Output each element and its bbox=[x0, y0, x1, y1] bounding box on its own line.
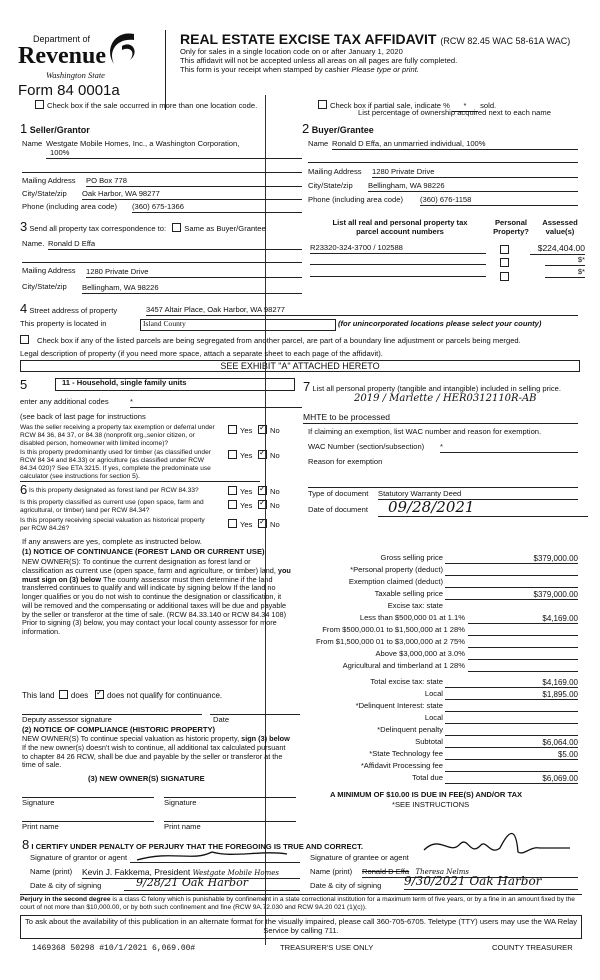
state-label: Washington State bbox=[46, 70, 105, 80]
section-number: 1 bbox=[20, 121, 28, 136]
doc-type-field[interactable]: Statutory Warranty Deed bbox=[378, 490, 578, 500]
yes-checkbox[interactable] bbox=[228, 500, 252, 511]
doc-date-field[interactable]: 09/28/2021 bbox=[378, 499, 588, 517]
tax-row-value[interactable] bbox=[468, 626, 578, 636]
legal-label: Legal description of property (if you need more space, attach a separate sheet to each page of the affidavit). bbox=[20, 349, 383, 358]
checkbox[interactable] bbox=[500, 272, 509, 281]
assessed-value[interactable]: $* bbox=[545, 256, 585, 266]
grantee-signature-scribble bbox=[420, 826, 580, 860]
grantee-date-label: Date & city of signing bbox=[310, 881, 382, 890]
tax-row-value[interactable]: $4,169.00 bbox=[445, 678, 578, 688]
mhte-note[interactable]: MHTE to be processed bbox=[303, 413, 578, 424]
seller-heading bbox=[20, 122, 90, 137]
h: Property? bbox=[493, 226, 529, 236]
tax-row-label: *Delinquent Interest: state bbox=[355, 701, 443, 710]
county-treasurer-label: COUNTY TREASURER bbox=[492, 943, 573, 952]
notice-1-text bbox=[22, 558, 292, 637]
minimum-note: A MINIMUM OF $10.00 IS DUE IN FEE(S) AND/OR TAX bbox=[330, 790, 523, 799]
buyer-city-field[interactable]: Bellingham, WA 98226 bbox=[368, 182, 578, 192]
checkbox[interactable] bbox=[228, 519, 237, 528]
tax-row-label: *Affidavit Processing fee bbox=[360, 761, 443, 770]
buyer-addr-label: Mailing Address bbox=[308, 167, 362, 176]
no-checkbox[interactable] bbox=[258, 500, 280, 511]
grantor-company-hand: Westgate Mobile Homes bbox=[192, 869, 279, 877]
additional-codes-field[interactable]: * bbox=[130, 398, 302, 408]
buyer-heading bbox=[302, 122, 374, 137]
checkbox[interactable] bbox=[228, 450, 237, 459]
checkbox[interactable] bbox=[228, 486, 237, 495]
checkbox[interactable] bbox=[318, 100, 327, 109]
buyer-title: Buyer/Grantee bbox=[311, 125, 374, 135]
yes-label: Yes bbox=[240, 487, 253, 496]
deputy-date-label: Date bbox=[213, 715, 230, 724]
checkbox[interactable] bbox=[258, 486, 267, 495]
located-label: This property is located in bbox=[20, 319, 107, 328]
additional-codes-label: enter any additional codes bbox=[20, 397, 109, 406]
no-label: No bbox=[270, 501, 280, 510]
corr-heading bbox=[20, 220, 266, 235]
if-yes-note: If any answers are yes, complete as instructed below. bbox=[22, 537, 202, 546]
grantee-name-label: Name (print) bbox=[310, 867, 353, 876]
checkbox[interactable] bbox=[258, 425, 267, 434]
land-use-code-select[interactable]: 11 - Household, single family units bbox=[55, 378, 295, 391]
tax-row-value[interactable] bbox=[445, 566, 578, 576]
yes-label: Yes bbox=[240, 501, 253, 510]
owner-print-name-2[interactable]: Print name bbox=[164, 822, 201, 831]
no-checkbox[interactable] bbox=[258, 425, 280, 436]
tax-row-value[interactable]: $6,064.00 bbox=[445, 738, 578, 748]
corr-city-label: City/State/zip bbox=[22, 282, 67, 291]
tax-row-value[interactable]: $379,000.00 bbox=[445, 590, 578, 600]
tax-row-label: *Personal property (deduct) bbox=[350, 565, 443, 574]
multi-location-checkbox[interactable] bbox=[35, 100, 257, 111]
s7-text: List all personal property (tangible and intangible) included in selling price. bbox=[312, 384, 561, 393]
segregated-label: Check box if any of the listed parcels are being segregated from another parcel, are part of a boundary line adjustment or parcels being merged. bbox=[37, 336, 521, 345]
checkbox[interactable] bbox=[500, 258, 509, 267]
grantor-name: Kevin J. Fakkema, President bbox=[82, 867, 191, 877]
tax-row-label: Less than $500,000 01 at 1.1% bbox=[359, 613, 465, 622]
s6-question-3: Is this property receiving special valuation as historical property per RCW 84.26? bbox=[20, 517, 205, 532]
see-back-note: (see back of last page for instructions bbox=[20, 412, 146, 421]
tax-row-label: Local bbox=[424, 689, 443, 698]
tax-row-value[interactable] bbox=[468, 662, 578, 672]
checkbox[interactable] bbox=[35, 100, 44, 109]
corr-name-label: Name. bbox=[22, 239, 45, 248]
tax-row-value[interactable]: $1,895.00 bbox=[445, 690, 578, 700]
street-label-text: Street address of property bbox=[29, 306, 118, 315]
doc-date-label: Date of document bbox=[308, 505, 368, 514]
assessed-header bbox=[535, 219, 585, 236]
grantor-sig-label: Signature of grantor or agent bbox=[30, 853, 128, 862]
seller-name-line2[interactable]: 100% bbox=[50, 148, 70, 157]
cashier-stamp: 1469368 50298 #10/1/2021 6,069.00# bbox=[32, 944, 196, 953]
doc-type-label: Type of document bbox=[308, 489, 369, 498]
county-note: (for unincorporated locations please select your county) bbox=[338, 319, 542, 328]
seller-phone-label: Phone (including area code) bbox=[22, 202, 117, 211]
section-number: 4 bbox=[20, 301, 28, 316]
grantee-date-field[interactable]: 9/30/2021 Oak Harbor bbox=[404, 875, 578, 890]
segregated-checkbox[interactable] bbox=[20, 335, 521, 346]
county-select[interactable]: Island County bbox=[140, 319, 336, 331]
continuance-row bbox=[22, 690, 222, 700]
s6-question-1: Is this property designated as forest land per RCW 84.33? bbox=[29, 487, 199, 494]
checkbox[interactable] bbox=[20, 335, 29, 344]
notice-3-title: (3) NEW OWNER(S) SIGNATURE bbox=[88, 774, 205, 783]
accessibility-notice: To ask about the availability of this publication in an alternate format for the visually impaired, please call 360-705-6705. Teletype (TTY) users may use the WA Relay Service by calling 711. bbox=[20, 915, 582, 939]
personal-checkbox[interactable] bbox=[500, 272, 512, 283]
parcel-header bbox=[310, 219, 490, 236]
seller-name-field[interactable]: Westgate Mobile Homes, Inc., a Washington Corporation, bbox=[46, 139, 240, 148]
yes-checkbox[interactable] bbox=[228, 486, 252, 497]
buyer-name-field[interactable]: Ronald D Effa, an unmarried individual, 100% bbox=[332, 140, 578, 150]
seller-phone-field[interactable]: (360) 675-1366 bbox=[132, 203, 302, 213]
seller-city-label: City/State/zip bbox=[22, 189, 67, 198]
legal-description-field[interactable]: SEE EXHIBIT "A" ATTACHED HERETO bbox=[20, 360, 580, 372]
see-instructions: *SEE INSTRUCTIONS bbox=[392, 800, 470, 809]
h: List all real and personal property tax bbox=[332, 218, 468, 227]
grantor-date-field[interactable]: 9/28/21 Oak Harbor bbox=[124, 877, 300, 891]
section-number: 7 bbox=[303, 379, 311, 394]
form-title bbox=[180, 31, 570, 47]
sold-label: sold. bbox=[480, 101, 497, 110]
no-checkbox[interactable] bbox=[258, 486, 280, 497]
line3-italic: Please type or print. bbox=[351, 65, 419, 74]
title-text: REAL ESTATE EXCISE TAX AFFIDAVIT bbox=[180, 31, 437, 47]
buyer-city-label: City/State/zip bbox=[308, 181, 353, 190]
grantor-name-label: Name (print) bbox=[30, 867, 73, 876]
perjury-text: is a class C felony which is punishable by confinement in a state correctional institution for a maximum term of five years, or by a fine in an amount fixed by the court of not more than $10,000.00, or by both such confinement and fine (RCW 9A.72.030 and RCW 9A.20 021 (1)(c)). bbox=[20, 896, 575, 911]
personal-checkbox[interactable] bbox=[500, 258, 512, 269]
notice-2-text bbox=[22, 735, 292, 770]
checkbox[interactable] bbox=[258, 450, 267, 459]
header-divider bbox=[165, 30, 166, 110]
tax-row-value[interactable] bbox=[445, 726, 578, 736]
same-as-buyer-checkbox[interactable] bbox=[172, 223, 181, 232]
no-checkbox[interactable] bbox=[258, 450, 280, 461]
tax-row-label: Exemption claimed (deduct) bbox=[348, 577, 443, 586]
t: sign (3) below bbox=[241, 734, 290, 743]
tax-row-value[interactable] bbox=[445, 714, 578, 724]
tax-row-value[interactable] bbox=[468, 638, 578, 648]
title-ref: (RCW 82.45 WAC 58-61A WAC) bbox=[440, 36, 571, 46]
no-label: No bbox=[270, 426, 280, 435]
revenue-logo-text: Revenue bbox=[18, 43, 106, 69]
deputy-signature-label: Deputy assessor signature bbox=[22, 715, 112, 724]
section-number: 6 bbox=[20, 482, 28, 497]
checkbox[interactable] bbox=[500, 245, 509, 254]
tax-row-label: *Delinquent penalty bbox=[377, 725, 443, 734]
dor-logo-icon bbox=[104, 30, 140, 68]
line3-text: This form is your receipt when stamped by cashier bbox=[180, 65, 350, 74]
seller-name-label: Name bbox=[22, 139, 43, 148]
t: If the new owner(s) doesn't wish to continue, all additional tax calculated pursuant to chapter 84 26 RCW, shall be due and payable by the seller or transferor at the time of sale. bbox=[22, 742, 286, 770]
yes-label: Yes bbox=[240, 451, 253, 460]
tax-row-label: Above $3,000,000 at 3.0% bbox=[375, 649, 465, 658]
yes-label: Yes bbox=[240, 520, 253, 529]
same-as-buyer-label: Same as Buyer/Grantee bbox=[184, 224, 266, 233]
corr-label: Send all property tax correspondence to: bbox=[29, 224, 167, 233]
corr-name-field[interactable]: Ronald D Effa bbox=[48, 240, 302, 250]
seller-city-field[interactable]: Oak Harbor, WA 98277 bbox=[82, 190, 302, 200]
checkbox[interactable] bbox=[258, 500, 267, 509]
tax-row-label: Subtotal bbox=[415, 737, 443, 746]
yes-checkbox[interactable] bbox=[228, 425, 252, 436]
h: Assessed bbox=[542, 218, 578, 227]
corr-addr-label: Mailing Address bbox=[22, 266, 76, 275]
checkbox[interactable] bbox=[228, 425, 237, 434]
assessed-value[interactable]: $* bbox=[545, 268, 585, 278]
owner-print-name-1[interactable]: Print name bbox=[22, 822, 59, 831]
s5-question-1: Was the seller receiving a property tax exemption or deferral under RCW 84 36, 84 37, or 84.38 (nonprofit org.,senior citizen, or disabled person, homeowner with limited income)? bbox=[20, 424, 215, 447]
no-checkbox[interactable] bbox=[258, 519, 280, 530]
partial-percent-field[interactable]: * bbox=[452, 102, 478, 112]
section-number: 3 bbox=[20, 219, 28, 234]
tax-row-label: Total excise tax: state bbox=[370, 677, 443, 686]
tax-row-label: From $1,500,000 01 to $3,000,000 at 2 75% bbox=[315, 637, 465, 646]
tax-row-label: Excise tax: state bbox=[387, 601, 443, 610]
s6-question-2: Is this property classified as current use (open space, farm and agricultural, or timber) land per RCW 84.34? bbox=[20, 499, 204, 514]
yes-checkbox[interactable] bbox=[228, 450, 252, 461]
grantor-signature-scribble bbox=[132, 848, 292, 864]
tax-row-value[interactable]: $4,169.00 bbox=[468, 614, 578, 624]
tax-row-label: Agricultural and timberland at 1 28% bbox=[342, 661, 465, 670]
claiming-note: If claiming an exemption, list WAC number and reason for exemption. bbox=[308, 427, 542, 436]
parcel-number[interactable]: R23320-324-3700 / 102588 bbox=[310, 244, 486, 254]
personal-header bbox=[490, 219, 532, 236]
personal-property-field[interactable]: 2019 / Marlette / HER0312110R-AB bbox=[354, 393, 537, 404]
does-not-label: does not qualify for continuance. bbox=[106, 691, 223, 700]
tax-row-value[interactable]: $379,000.00 bbox=[445, 554, 578, 564]
t: you must sign on (3) below bbox=[22, 565, 291, 584]
tax-row-value[interactable]: $6,069.00 bbox=[445, 774, 578, 784]
does-label: does bbox=[70, 691, 89, 700]
tax-row-label: From $500,000.01 to $1,500,000 at 1 28% bbox=[322, 625, 465, 634]
seller-addr-field[interactable]: PO Box 778 bbox=[86, 177, 302, 187]
does-not-checkbox[interactable] bbox=[95, 690, 104, 699]
tax-row-label: *State Technology fee bbox=[369, 749, 443, 758]
buyer-phone-field[interactable]: (360) 676-1158 bbox=[420, 196, 578, 206]
grantor-date-label: Date & city of signing bbox=[30, 881, 102, 890]
tax-row-value[interactable] bbox=[445, 702, 578, 712]
seller-title: Seller/Grantor bbox=[29, 125, 90, 135]
t: The county assessor must then determine if the land transferred continues to qualify and will indicate by signing below If the land no longer qualifies or you do not wish to continue the designation or classification, it will be removed and the compensating or additional taxes will be due and payable by the seller or transferor at the time of sale. (RCW 84.33.140 or RCW 84.34 108) Prior to signing (3) below, you may contact your local county assessor for more information. bbox=[22, 574, 287, 636]
no-label: No bbox=[270, 520, 280, 529]
tax-row-label: Local bbox=[424, 713, 443, 722]
tax-row-label: Taxable selling price bbox=[374, 589, 443, 598]
buyer-name-label: Name bbox=[308, 139, 329, 148]
notice-1-title: (1) NOTICE OF CONTINUANCE (FOREST LAND OR CURRENT USE) bbox=[22, 547, 265, 556]
owner-signature-2[interactable]: Signature bbox=[164, 798, 197, 807]
checkbox[interactable] bbox=[258, 519, 267, 528]
form-number: Form 84 0001a bbox=[18, 82, 120, 99]
h: parcel account numbers bbox=[356, 226, 444, 236]
s5-question-2: Is this property predominantly used for timber (as classified under RCW 84 34 and 84.33) or agriculture (as classified under RCW 84.34 020)? See ETA 3215. If yes, complete the predominate use calculator (see instructions for section 5). bbox=[20, 449, 211, 480]
tax-row-value[interactable] bbox=[445, 762, 578, 772]
header-line-2: This affidavit will not be accepted unless all areas on all pages are fully completed. bbox=[180, 56, 458, 65]
section-number: 8 bbox=[22, 837, 30, 852]
tax-row-label: Total due bbox=[412, 773, 443, 782]
tax-row-label: Gross selling price bbox=[380, 553, 443, 562]
wac-field[interactable]: * bbox=[440, 443, 578, 453]
t: NEW OWNER(S) To continue special valuation as historic property, bbox=[22, 734, 240, 743]
personal-checkbox[interactable] bbox=[500, 245, 512, 256]
wac-label: WAC Number (section/subsection) bbox=[308, 442, 425, 451]
tax-row-value[interactable] bbox=[468, 650, 578, 660]
yes-label: Yes bbox=[240, 426, 253, 435]
grantee-name-hand: Theresa Nelms bbox=[415, 868, 470, 876]
assessed-value[interactable]: $224,404.00 bbox=[530, 244, 585, 255]
does-checkbox[interactable] bbox=[59, 690, 68, 699]
grantee-sig-label: Signature of grantee or agent bbox=[310, 853, 409, 862]
street-field[interactable]: 3457 Altair Place, Oak Harbor, WA 98277 bbox=[146, 306, 578, 316]
tax-row-value[interactable]: $5.00 bbox=[445, 750, 578, 760]
h: Personal bbox=[494, 218, 528, 227]
corr-addr-field[interactable]: 1280 Private Drive bbox=[86, 268, 302, 278]
t: NEW OWNER(S): To continue the current designation as forest land or classification as current use (open space, farm and agriculture, or timber) land, bbox=[22, 557, 276, 575]
partial-label: Check box if partial sale, indicate % bbox=[330, 101, 450, 110]
no-label: No bbox=[270, 487, 280, 496]
owner-signature-1[interactable]: Signature bbox=[22, 798, 55, 807]
section-number: 2 bbox=[302, 121, 310, 136]
buyer-addr-field[interactable]: 1280 Private Drive bbox=[372, 168, 578, 178]
checkbox[interactable] bbox=[228, 500, 237, 509]
list-pct-note: List percentage of ownership acquired next to each name bbox=[358, 108, 551, 117]
section-number: 5 bbox=[20, 377, 28, 392]
corr-city-field[interactable]: Bellingham, WA 98226 bbox=[82, 284, 302, 294]
reason-label: Reason for exemption bbox=[308, 457, 383, 466]
perjury-notice bbox=[20, 894, 582, 912]
street-label bbox=[20, 302, 117, 317]
tax-row-value[interactable] bbox=[445, 578, 578, 588]
this-land-label: This land bbox=[22, 691, 55, 700]
h: value(s) bbox=[545, 226, 575, 236]
parcel-number[interactable] bbox=[310, 267, 486, 277]
treasurer-use-label: TREASURER'S USE ONLY bbox=[280, 943, 374, 952]
no-label: No bbox=[270, 451, 280, 460]
header-line-1: Only for sales in a single location code on or after January 1, 2020 bbox=[180, 47, 403, 56]
buyer-phone-label: Phone (including area code) bbox=[308, 195, 403, 204]
certify-text: I CERTIFY UNDER PENALTY OF PERJURY THAT THE FOREGOING IS TRUE AND CORRECT. bbox=[31, 842, 363, 851]
parcel-number[interactable] bbox=[310, 255, 486, 265]
notice-2-title: (2) NOTICE OF COMPLIANCE (HISTORIC PROPERTY) bbox=[22, 725, 216, 734]
yes-checkbox[interactable] bbox=[228, 519, 252, 530]
perjury-bold: Perjury in the second degree bbox=[20, 896, 111, 903]
multi-location-label: Check box if the sale occurred in more than one location code. bbox=[47, 101, 258, 110]
header-line-3 bbox=[180, 66, 419, 75]
grantee-name: Ronald D Effa bbox=[362, 867, 410, 876]
seller-addr-label: Mailing Address bbox=[22, 176, 76, 185]
dept-label: Department of bbox=[33, 34, 91, 44]
